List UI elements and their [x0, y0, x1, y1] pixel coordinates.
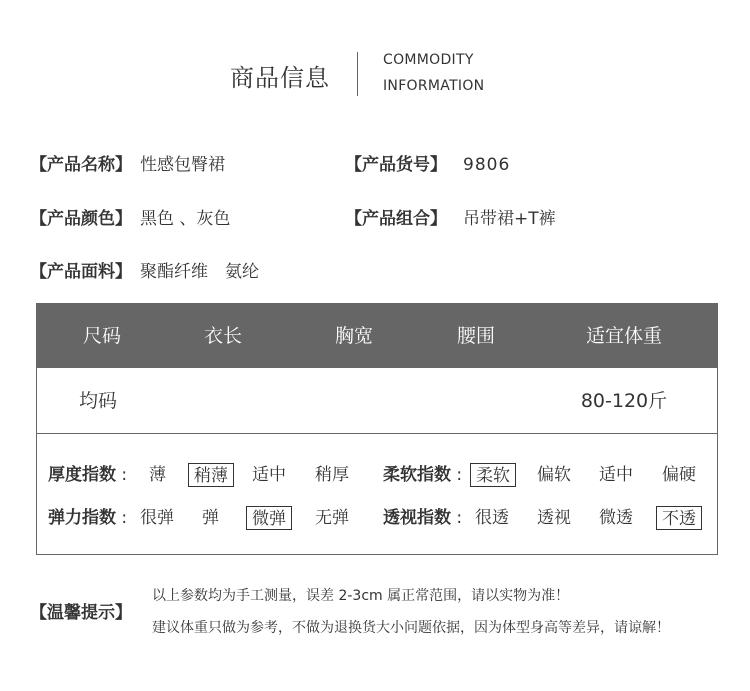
- thickness-option: 适中: [252, 465, 286, 485]
- elasticity-option: 弹: [202, 508, 219, 528]
- header-title-en-line2: INFORMATION: [383, 78, 485, 94]
- thickness-option-selected: 稍薄: [188, 463, 234, 487]
- elasticity-option: 无弹: [315, 508, 349, 528]
- tips-label: 【温馨提示】: [30, 603, 132, 623]
- info-value: 吊带裙+T裤: [463, 209, 556, 229]
- cell-size: 均码: [78, 390, 118, 412]
- elasticity-option-selected: 微弹: [246, 506, 292, 530]
- info-product-fabric: [30, 257, 259, 282]
- info-value: 黑色 、灰色: [140, 209, 231, 229]
- transparency-option: 很透: [475, 508, 509, 528]
- header-waist: 腰围: [456, 325, 496, 347]
- header-size: 尺码: [82, 325, 122, 347]
- cell-weight: 80-120斤: [580, 390, 668, 412]
- tips-line-1: 以上参数均为手工测量，误差 2-3cm 属正常范围，请以实物为准！: [152, 588, 570, 604]
- transparency-option-selected: 不透: [656, 506, 702, 530]
- softness-option-selected: 柔软: [470, 463, 516, 487]
- info-product-combo: [345, 204, 556, 229]
- info-value: 性感包臀裙: [140, 155, 225, 175]
- info-key: 【产品货号】: [345, 155, 447, 175]
- header-title-en-line1: COMMODITY: [383, 52, 474, 68]
- transparency-option: 微透: [599, 508, 633, 528]
- info-product-sku: [345, 150, 510, 175]
- header-divider: [357, 52, 358, 96]
- thickness-option: 薄: [149, 465, 166, 485]
- info-key: 【产品名称】: [30, 155, 132, 175]
- size-table-header: [37, 304, 717, 368]
- info-key: 【产品组合】: [345, 209, 447, 229]
- transparency-index-label: 透视指数 :: [383, 508, 463, 528]
- softness-option: 偏硬: [662, 465, 696, 485]
- thickness-index-label: 厚度指数 :: [48, 465, 128, 485]
- header-chest: 胸宽: [334, 325, 374, 347]
- index-label-text: 柔软指数: [383, 465, 451, 485]
- info-value: 聚酯纤维 氨纶: [140, 262, 259, 282]
- info-key: 【产品颜色】: [30, 209, 132, 229]
- header-length: 衣长: [203, 325, 243, 347]
- softness-option: 偏软: [537, 465, 571, 485]
- info-value: 9806: [463, 155, 511, 175]
- elasticity-index-label: 弹力指数 :: [48, 508, 128, 528]
- info-product-name: [30, 150, 225, 175]
- info-key: 【产品面料】: [30, 262, 132, 282]
- transparency-option: 透视: [537, 508, 571, 528]
- header-weight: 适宜体重: [585, 325, 663, 347]
- thickness-option: 稍厚: [315, 465, 349, 485]
- header-title-cn: 商品信息: [230, 64, 330, 92]
- softness-option: 适中: [599, 465, 633, 485]
- softness-index-label: 柔软指数 :: [383, 465, 463, 485]
- commodity-info-header: [0, 0, 750, 130]
- info-product-color: [30, 204, 230, 229]
- elasticity-option: 很弹: [140, 508, 174, 528]
- index-label-text: 厚度指数: [48, 465, 116, 485]
- index-label-text: 弹力指数: [48, 508, 116, 528]
- table-row: [37, 368, 717, 434]
- index-label-text: 透视指数: [383, 508, 451, 528]
- tips-line-2: 建议体重只做为参考，不做为退换货大小问题依据，因为体型身高等差异，请谅解！: [152, 620, 670, 636]
